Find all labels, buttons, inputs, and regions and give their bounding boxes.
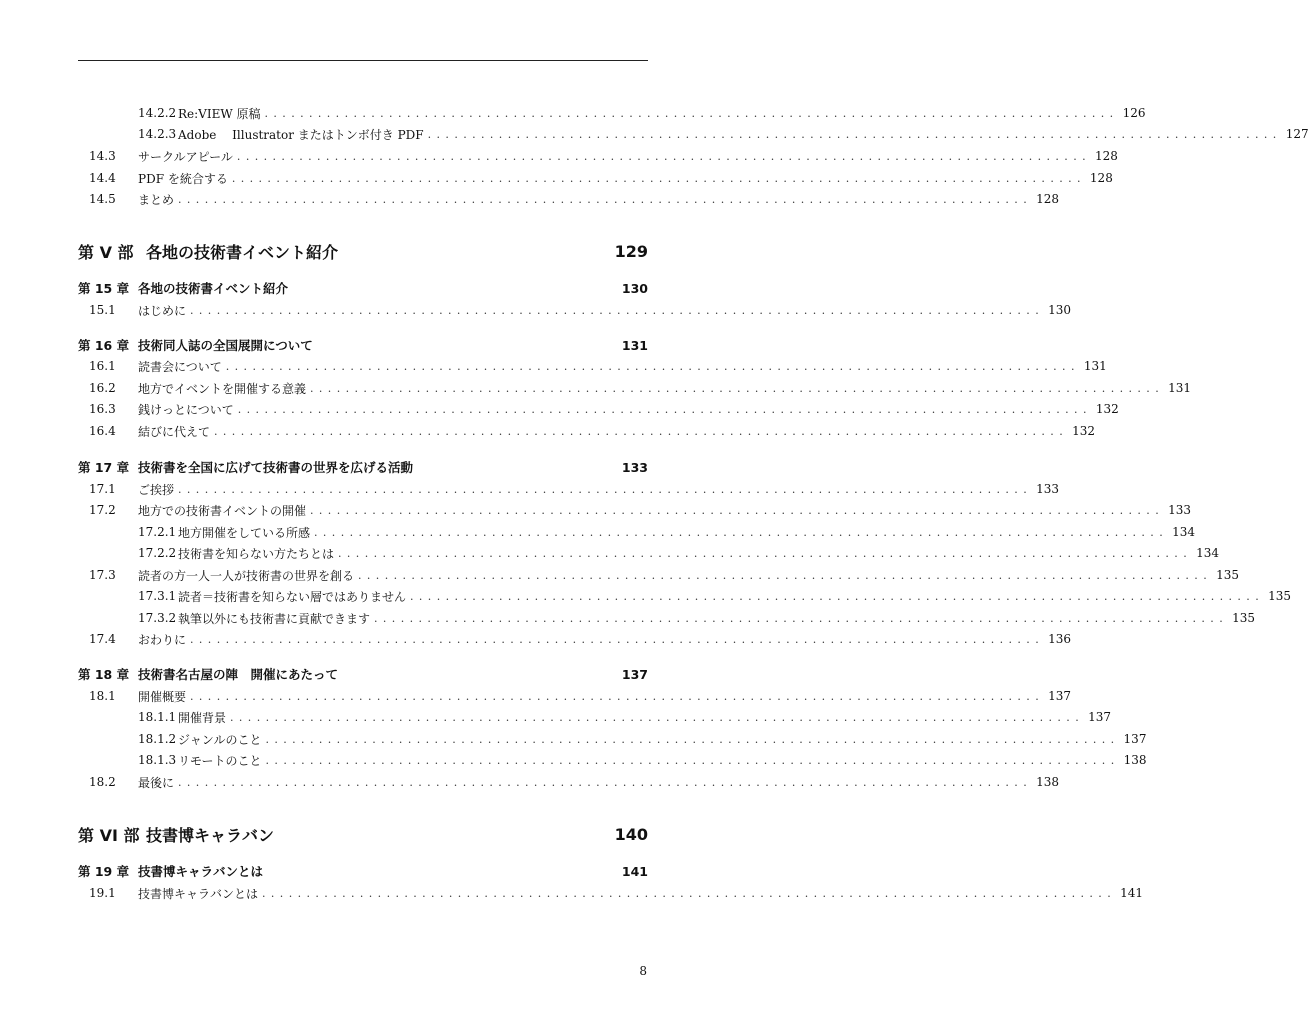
entry-title: 地方での技術書イベントの開催 — [138, 503, 307, 518]
chapter-page: 130 — [621, 280, 648, 296]
toc-entry[interactable] — [78, 772, 1059, 792]
leader-dots: ................................................................................................ — [230, 710, 1085, 724]
entry-title: 技書博キャラバンとは — [138, 886, 259, 901]
entry-number: 15.1 — [89, 303, 116, 317]
chapter-title: 技術書名古屋の陣 開催にあたって — [138, 667, 339, 682]
toc-chapter-entry[interactable] — [78, 861, 648, 881]
toc-entry[interactable] — [78, 586, 1291, 606]
entry-number: 16.2 — [89, 381, 116, 395]
entry-page: 135 — [1232, 611, 1255, 625]
leader-dots: ................................................................................................ — [358, 568, 1213, 582]
entry-title: 読者＝技術書を知らない層ではありません — [178, 589, 407, 604]
entry-number: 16.1 — [89, 359, 116, 373]
part-title: 各地の技術書イベント紹介 — [146, 242, 339, 262]
entry-title: 結びに代えて — [138, 424, 211, 439]
leader-dots: ................................................................................................ — [190, 632, 1045, 646]
toc-entry[interactable] — [78, 421, 1095, 441]
entry-number: 14.4 — [89, 171, 116, 185]
toc-entry[interactable] — [78, 883, 1143, 903]
entry-title: 銭けっとについて — [138, 402, 234, 417]
part-page: 140 — [614, 824, 648, 844]
entry-page: 131 — [1083, 359, 1107, 373]
leader-dots: ................................................................................................ — [190, 689, 1045, 703]
entry-page: 128 — [1089, 171, 1113, 185]
entry-title: 開催背景 — [178, 710, 227, 725]
entry-number: 17.3.1 — [138, 589, 177, 603]
entry-title: 読者の方一人一人が技術書の世界を創る — [138, 568, 355, 583]
entry-page: 133 — [1036, 482, 1059, 496]
entry-title: ジャンルのこと — [178, 732, 262, 747]
leader-dots: ................................................................................................ — [236, 149, 1091, 163]
entry-page: 126 — [1122, 106, 1146, 120]
entry-title: はじめに — [138, 303, 187, 318]
entry-number: 18.2 — [89, 775, 116, 789]
entry-page: 133 — [1168, 503, 1191, 517]
chapter-number: 第 16 章 — [78, 338, 130, 353]
entry-number: 18.1.1 — [138, 710, 177, 724]
entry-title: リモートのこと — [178, 753, 262, 768]
toc-entry[interactable] — [78, 399, 1119, 419]
leader-dots: ................................................................................................ — [338, 546, 1193, 560]
chapter-page: 141 — [621, 863, 648, 879]
part-page: 129 — [614, 241, 648, 261]
entry-page: 132 — [1072, 424, 1095, 438]
chapter-number: 第 17 章 — [78, 460, 130, 475]
entry-number: 19.1 — [89, 886, 116, 900]
part-title: 技書博キャラバン — [146, 825, 275, 845]
page-number: 8 — [639, 964, 647, 978]
toc-chapter-entry[interactable] — [78, 278, 648, 298]
entry-number: 14.2.3 — [138, 127, 177, 141]
toc-entry[interactable] — [78, 189, 1059, 209]
entry-page: 137 — [1048, 689, 1071, 703]
toc-entry[interactable] — [78, 608, 1255, 628]
toc-entry[interactable] — [78, 629, 1071, 649]
entry-number: 17.2.2 — [138, 546, 177, 560]
entry-page: 135 — [1268, 589, 1291, 603]
leader-dots: ................................................................................................ — [374, 611, 1229, 625]
entry-title: Re:VIEW 原稿 — [178, 106, 261, 121]
entry-title: 読書会について — [138, 359, 222, 374]
toc-entry[interactable] — [78, 146, 1118, 166]
leader-dots: ................................................................................................ — [178, 775, 1033, 789]
entry-number: 18.1.2 — [138, 732, 177, 746]
entry-number: 17.1 — [89, 482, 116, 496]
entry-number: 14.3 — [89, 149, 116, 163]
entry-number: 14.5 — [89, 192, 116, 206]
leader-dots: ................................................................................................ — [190, 303, 1045, 317]
leader-dots: ................................................................................................ — [225, 359, 1080, 373]
entry-title: PDF を統合する — [138, 171, 228, 186]
chapter-title: 技書博キャラバンとは — [138, 864, 264, 879]
entry-title: Adobe Illustrator またはトンボ付き PDF — [178, 127, 424, 142]
entry-title: 最後に — [138, 775, 175, 790]
toc-chapter-entry[interactable] — [78, 457, 648, 477]
leader-dots: ................................................................................................ — [314, 525, 1169, 539]
toc-entry[interactable] — [78, 124, 1309, 144]
entry-page: 137 — [1088, 710, 1111, 724]
entry-title: 開催概要 — [138, 689, 187, 704]
entry-number: 17.2 — [89, 503, 116, 517]
entry-title: サークルアピール — [138, 149, 233, 164]
chapter-page: 133 — [621, 459, 648, 475]
entry-page: 141 — [1120, 886, 1143, 900]
chapter-page: 131 — [621, 337, 648, 353]
chapter-number: 第 15 章 — [78, 281, 130, 296]
entry-page: 131 — [1168, 381, 1191, 395]
entry-title: 地方でイベントを開催する意義 — [138, 381, 307, 396]
chapter-page: 137 — [621, 666, 648, 682]
chapter-title: 技術書を全国に広げて技術書の世界を広げる活動 — [138, 460, 414, 475]
leader-dots: ................................................................................................ — [214, 424, 1069, 438]
entry-title: ご挨拶 — [138, 482, 175, 497]
chapter-number: 第 18 章 — [78, 667, 130, 682]
leader-dots: ................................................................................................ — [265, 753, 1120, 767]
toc-entry[interactable] — [78, 300, 1071, 320]
toc-chapter-entry[interactable] — [78, 664, 648, 684]
leader-dots: ................................................................................................ — [427, 127, 1282, 141]
entry-number: 17.2.1 — [138, 525, 177, 539]
leader-dots: ................................................................................................ — [264, 106, 1119, 120]
leader-dots: ................................................................................................ — [265, 732, 1120, 746]
part-number: 第 VI 部 — [78, 825, 140, 845]
toc-entry[interactable] — [78, 103, 1146, 123]
entry-page: 137 — [1123, 732, 1147, 746]
toc-entry[interactable] — [78, 729, 1147, 749]
toc-chapter-entry[interactable] — [78, 335, 648, 355]
entry-title: 技術書を知らない方たちとは — [178, 546, 335, 561]
entry-page: 130 — [1048, 303, 1071, 317]
entry-page: 135 — [1216, 568, 1239, 582]
leader-dots: ................................................................................................ — [262, 886, 1117, 900]
leader-dots: ................................................................................................ — [237, 402, 1092, 416]
leader-dots: ................................................................................................ — [231, 171, 1086, 185]
entry-number: 17.3 — [89, 568, 116, 582]
entry-page: 128 — [1095, 149, 1118, 163]
entry-page: 138 — [1123, 753, 1147, 767]
toc-entry[interactable] — [78, 543, 1219, 563]
toc-entry[interactable] — [78, 378, 1191, 398]
toc-entry[interactable] — [78, 500, 1191, 520]
entry-number: 18.1 — [89, 689, 116, 703]
toc-entry[interactable] — [78, 479, 1059, 499]
entry-page: 134 — [1196, 546, 1219, 560]
entry-number: 16.4 — [89, 424, 116, 438]
leader-dots: ................................................................................................ — [310, 381, 1165, 395]
entry-page: 127 — [1285, 127, 1309, 141]
chapter-number: 第 19 章 — [78, 864, 130, 879]
toc-entry[interactable] — [78, 168, 1113, 188]
leader-dots: ................................................................................................ — [310, 503, 1165, 517]
toc-entry[interactable] — [78, 750, 1147, 770]
entry-title: 地方開催をしている所感 — [178, 525, 311, 540]
toc-entry[interactable] — [78, 686, 1071, 706]
entry-title: おわりに — [138, 632, 187, 647]
leader-dots: ................................................................................................ — [178, 482, 1033, 496]
part-number: 第 V 部 — [78, 242, 134, 262]
entry-page: 134 — [1172, 525, 1195, 539]
entry-page: 132 — [1095, 402, 1119, 416]
table-of-contents — [78, 0, 1309, 1024]
entry-page: 128 — [1036, 192, 1059, 206]
entry-page: 136 — [1048, 632, 1071, 646]
entry-page: 138 — [1036, 775, 1059, 789]
toc-entry[interactable] — [78, 565, 1239, 585]
entry-title: まとめ — [138, 192, 175, 207]
entry-number: 18.1.3 — [138, 753, 177, 767]
chapter-title: 各地の技術書イベント紹介 — [138, 281, 289, 296]
toc-part-entry[interactable] — [78, 238, 648, 264]
entry-number: 14.2.2 — [138, 106, 177, 120]
chapter-title: 技術同人誌の全国展開について — [138, 338, 313, 353]
toc-entry[interactable] — [78, 707, 1111, 727]
toc-entry[interactable] — [78, 356, 1107, 376]
toc-entry[interactable] — [78, 522, 1195, 542]
entry-number: 17.3.2 — [138, 611, 177, 625]
leader-dots: ................................................................................................ — [178, 192, 1033, 206]
toc-part-entry[interactable] — [78, 821, 648, 847]
entry-number: 17.4 — [89, 632, 116, 646]
entry-number: 16.3 — [89, 402, 116, 416]
entry-title: 執筆以外にも技術書に貢献できます — [178, 611, 371, 626]
leader-dots: ................................................................................................ — [410, 589, 1265, 603]
